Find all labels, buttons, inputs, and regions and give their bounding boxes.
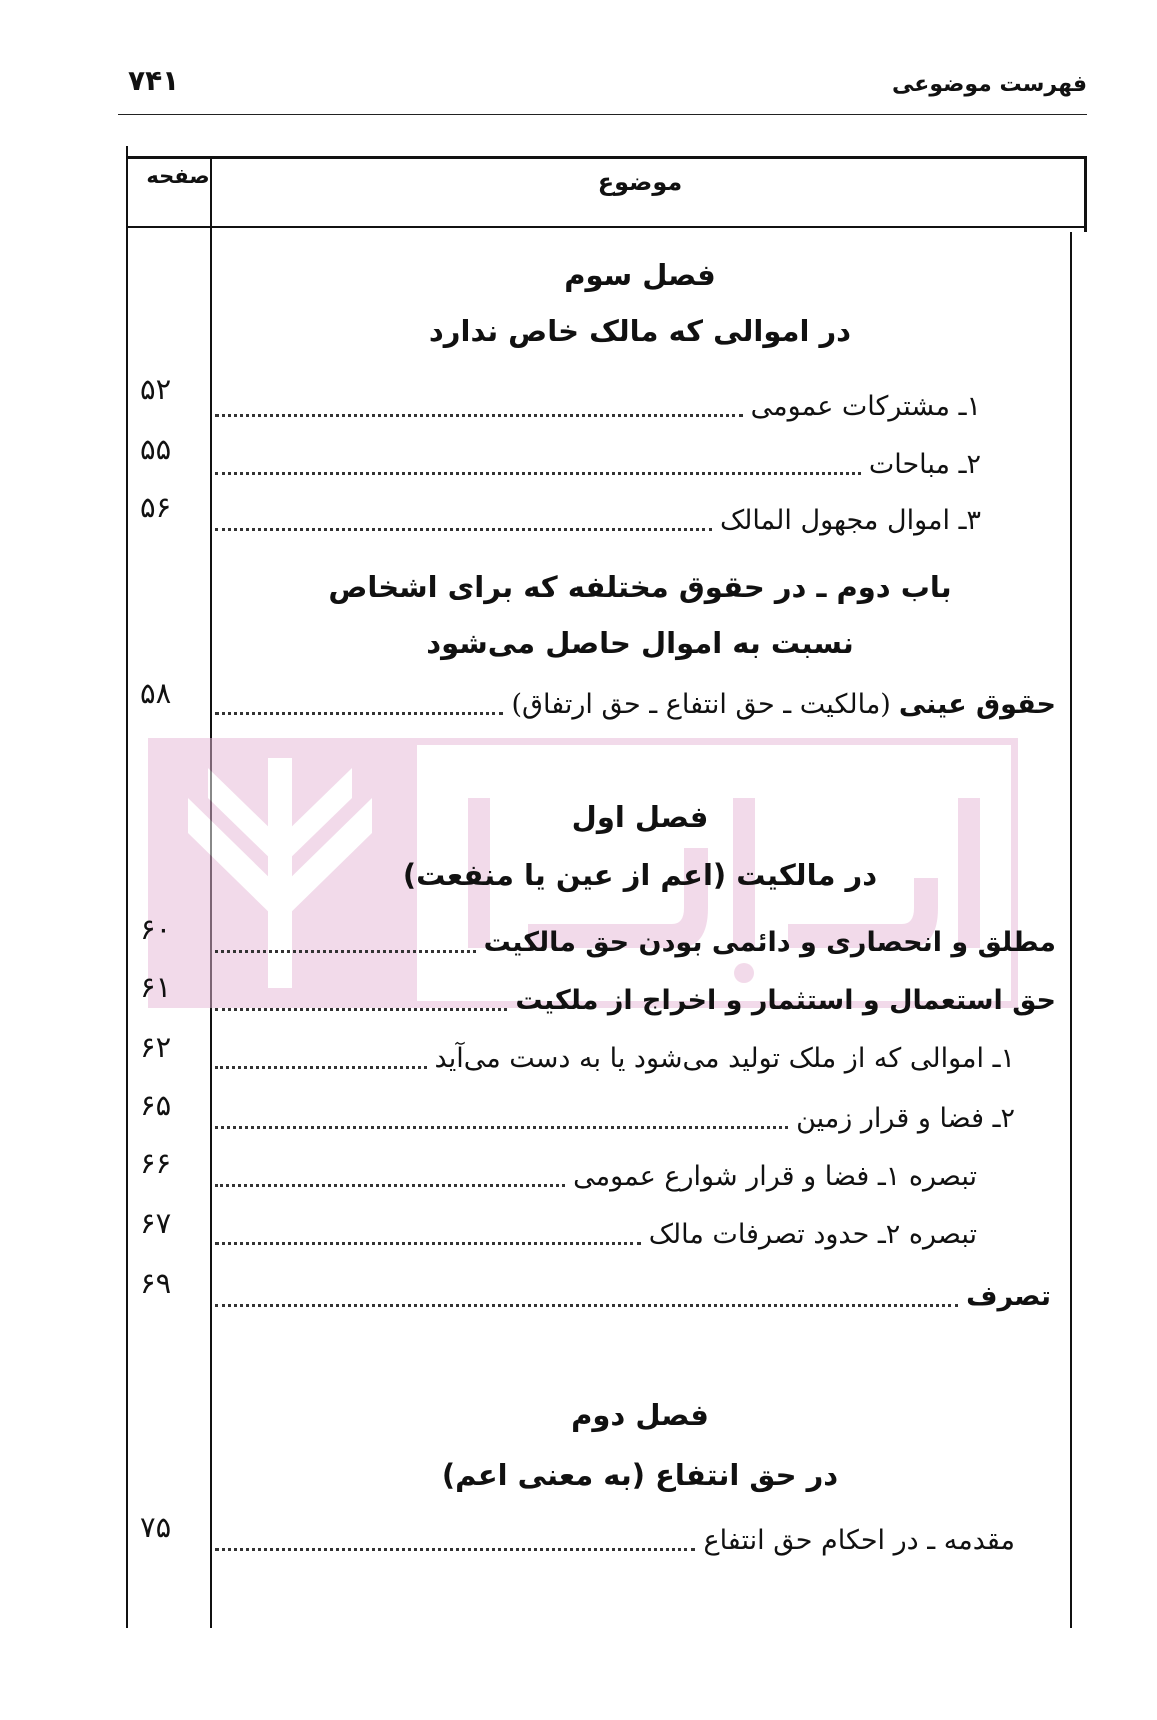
toc-entry-text: تبصره ۲ـ حدود تصرفات مالک — [648, 1219, 977, 1250]
toc-page-number: ۵۵ — [140, 432, 172, 466]
table-header-rule — [128, 226, 1086, 228]
running-header-page-number: ۷۴۱ — [128, 64, 180, 97]
toc-entry — [215, 1520, 1015, 1560]
toc-entry-text: ۳ـ اموال مجهول المالک — [719, 505, 981, 536]
toc-entry-text: (مالکیت ـ حق انتفاع ـ حق ارتفاق) — [511, 689, 891, 720]
toc-page-number: ۶۷ — [140, 1206, 172, 1240]
toc-page-number: ۶۱ — [140, 970, 172, 1004]
section-heading-part-2: باب دوم ـ در حقوق مختلفه که برای اشخاص — [328, 570, 952, 604]
dot-leader — [215, 950, 476, 953]
dot-leader — [215, 1008, 507, 1011]
toc-page-number: ۶۲ — [140, 1030, 172, 1064]
toc-entry-bold-text: حقوق عینی — [898, 689, 1056, 720]
toc-entry-text: ۱ـ مشترکات عمومی — [750, 391, 981, 422]
dot-leader — [215, 414, 743, 417]
toc-entry — [215, 1156, 977, 1196]
toc-page-number: ۶۰ — [140, 912, 172, 946]
toc-entry-text: ۱ـ اموالی که از ملک تولید می‌شود یا به دست می‌آید — [434, 1043, 1015, 1074]
section-heading-chapter-3: فصل سوم — [564, 258, 716, 292]
toc-entry — [215, 1276, 1051, 1316]
dot-leader — [215, 528, 712, 531]
toc-page-number: ۷۵ — [140, 1510, 172, 1544]
toc-entry — [215, 1038, 1015, 1078]
dot-leader — [215, 1242, 641, 1245]
dot-leader — [215, 1304, 958, 1307]
toc-page-number: ۶۶ — [140, 1146, 172, 1180]
toc-entry — [215, 444, 981, 484]
toc-entry — [215, 922, 1056, 962]
toc-entry-text: مطلق و انحصاری و دائمی بودن حق مالکیت — [483, 927, 1056, 958]
column-header-subject: موضوع — [597, 168, 683, 196]
table-top-border — [128, 156, 1086, 159]
toc-entry-text: مقدمه ـ در احکام حق انتفاع — [703, 1525, 1015, 1556]
toc-entry — [215, 386, 981, 426]
toc-page-number: ۵۶ — [140, 490, 172, 524]
section-heading-chapter-3-subtitle: در اموالی که مالک خاص ندارد — [428, 314, 852, 348]
toc-entry — [215, 980, 1056, 1020]
toc-entry-text: ۲ـ فضا و قرار زمین — [796, 1103, 1015, 1134]
column-header-page: صفحه — [146, 164, 210, 188]
toc-page-number: ۶۵ — [140, 1088, 172, 1122]
table-left-border — [126, 146, 128, 1628]
toc-entry — [215, 500, 981, 540]
header-rule — [118, 114, 1087, 115]
dot-leader — [215, 472, 861, 475]
toc-page-number: ۶۹ — [140, 1266, 172, 1300]
dot-leader — [215, 1184, 565, 1187]
section-heading-chapter-1: فصل اول — [571, 800, 709, 834]
toc-entry-text: تصرف — [966, 1281, 1051, 1312]
toc-entry — [215, 1214, 977, 1254]
dot-leader — [215, 1548, 695, 1551]
toc-entry-text: تبصره ۱ـ فضا و قرار شوارع عمومی — [573, 1161, 977, 1192]
dot-leader — [215, 1126, 788, 1129]
toc-entry-text: ۲ـ مباحات — [868, 449, 981, 480]
table-right-border — [1084, 156, 1087, 232]
toc-page-number: ۵۲ — [140, 372, 172, 406]
dot-leader — [215, 712, 503, 715]
section-heading-chapter-1-subtitle: در مالکیت (اعم از عین یا منفعت) — [402, 858, 878, 892]
toc-entry — [215, 1098, 1015, 1138]
section-heading-part-2-subtitle: نسبت به اموال حاصل می‌شود — [426, 626, 854, 660]
running-header-title: فهرست موضوعی — [892, 72, 1087, 97]
dot-leader — [215, 1066, 427, 1069]
toc-entry — [215, 684, 1056, 724]
section-heading-chapter-2: فصل دوم — [571, 1398, 709, 1432]
toc-page-number: ۵۸ — [140, 676, 172, 710]
section-heading-chapter-2-subtitle: در حق انتفاع (به معنی اعم) — [441, 1458, 839, 1492]
table-right-border-lower — [1070, 232, 1072, 1628]
toc-entry-text: حق استعمال و استثمار و اخراج از ملکیت — [515, 985, 1056, 1016]
